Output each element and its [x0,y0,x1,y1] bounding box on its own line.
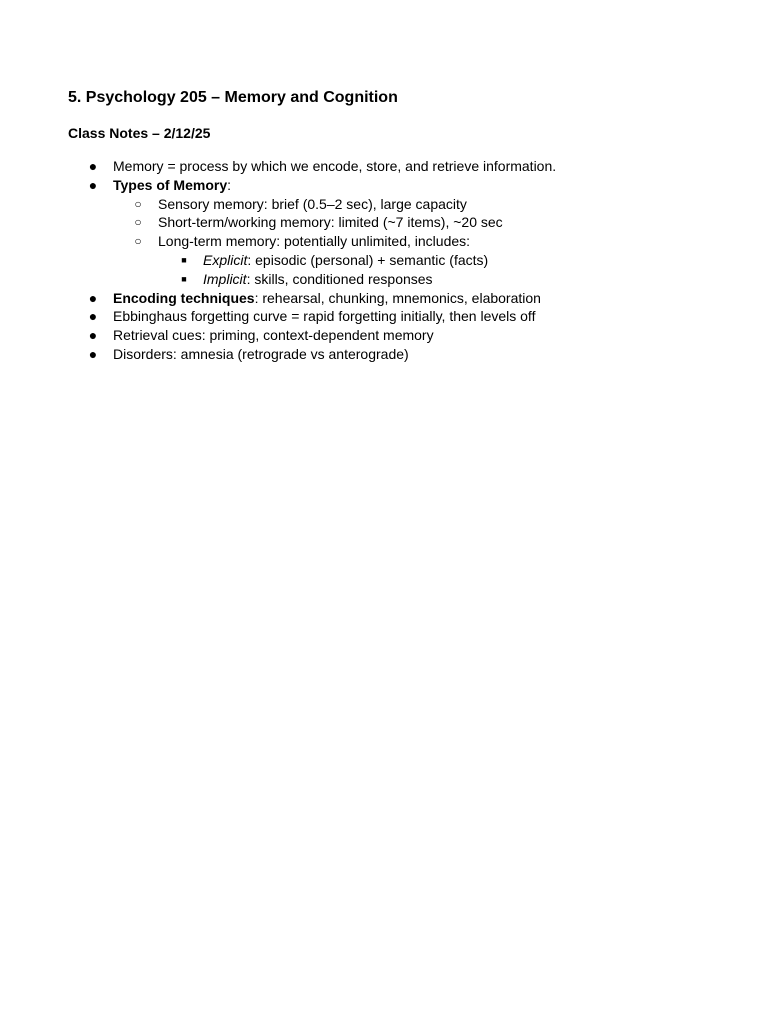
bullet-circle-icon: ○ [134,234,142,249]
list-item-ebbinghaus [0,307,768,326]
list-item-encoding-techniques [0,289,768,308]
list-item-sensory-memory [0,195,768,214]
list-item-text: Disorders: amnesia (retrograde vs anterograde) [113,345,409,362]
list-item-text: Sensory memory: brief (0.5–2 sec), large capacity [158,195,467,212]
list-item-text: Retrieval cues: priming, context-dependent memory [113,327,434,344]
list-item-text: Short-term/working memory: limited (~7 items), ~20 sec [158,214,503,231]
list-item-text: Long-term memory: potentially unlimited, includes: [158,233,471,250]
notes-list [0,157,768,364]
list-item-explicit-memory [0,251,768,270]
list-item-retrieval-cues [0,326,768,345]
list-item-text: Ebbinghaus forgetting curve = rapid forgetting initially, then levels off [113,308,536,325]
class-notes-heading: Class Notes – 2/12/25 [68,125,211,141]
list-item-text: Types of Memory: [113,176,231,193]
list-item-text: Encoding techniques: rehearsal, chunking, mnemonics, elaboration [113,289,541,306]
list-item-disorders [0,345,768,364]
bullet-disc-icon: ● [88,327,98,344]
list-item-text: Implicit: skills, conditioned responses [203,270,433,287]
bullet-disc-icon: ● [88,158,98,174]
list-item-short-term-memory [0,213,768,232]
list-item-memory-definition [0,157,768,176]
bullet-circle-icon: ○ [134,196,142,211]
document-title: 5. Psychology 205 – Memory and Cognition [68,89,398,106]
list-item-implicit-memory [0,270,768,289]
bullet-square-icon: ■ [181,254,187,265]
list-item-long-term-memory [0,232,768,251]
bullet-square-icon: ■ [181,273,187,284]
bullet-disc-icon: ● [88,176,98,193]
list-item-text: Memory = process by which we encode, store, and retrieve information. [113,158,557,174]
bullet-disc-icon: ● [88,289,98,306]
list-item-text: Explicit: episodic (personal) + semantic (facts) [203,251,489,268]
bullet-disc-icon: ● [88,345,98,362]
bullet-circle-icon: ○ [134,215,142,230]
list-item-types-of-memory [0,176,768,195]
bullet-disc-icon: ● [88,308,98,325]
